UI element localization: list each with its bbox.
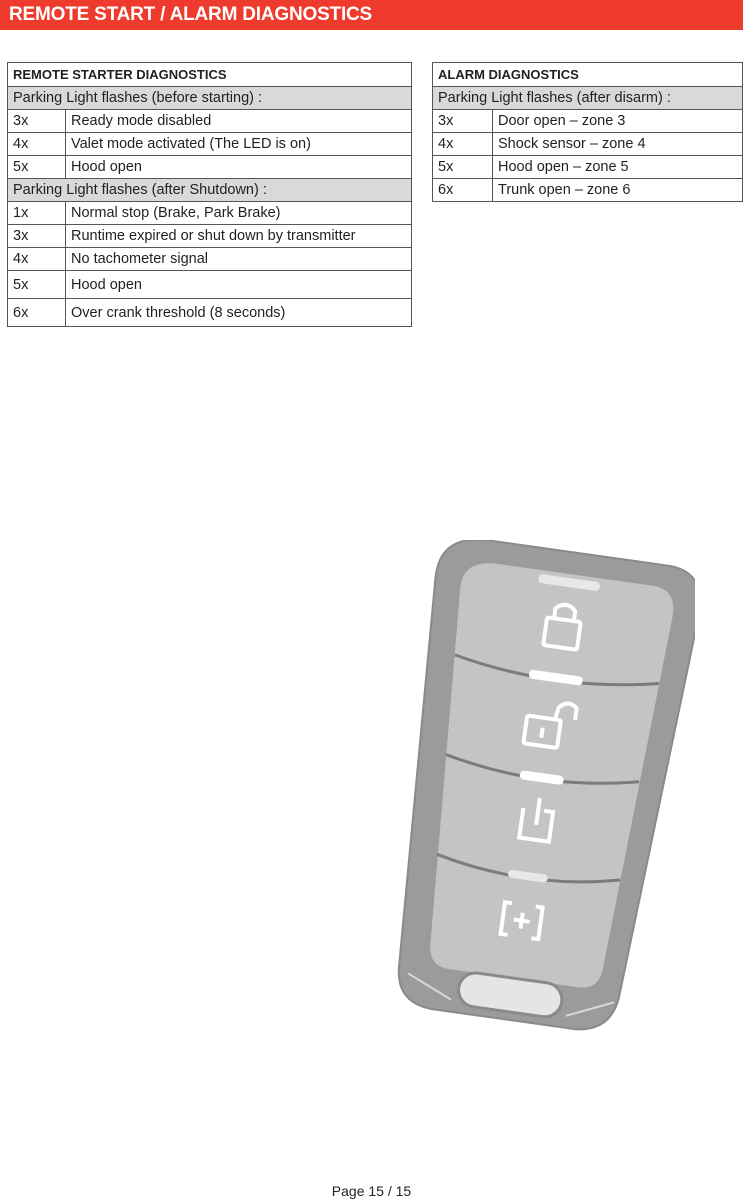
flash-count: 5x: [433, 156, 493, 179]
table-row: [8, 202, 412, 225]
flash-description: Hood open: [66, 271, 412, 299]
table-row: [433, 110, 743, 133]
flash-description: Shock sensor – zone 4: [493, 133, 743, 156]
flash-count: 3x: [8, 225, 66, 248]
section-header: Parking Light flashes (after Shutdown) :: [8, 179, 412, 202]
table-row: [8, 133, 412, 156]
flash-count: 5x: [8, 271, 66, 299]
table-row: [8, 156, 412, 179]
flash-description: Normal stop (Brake, Park Brake): [66, 202, 412, 225]
remote-fob-illustration: [385, 540, 695, 1040]
flash-description: Trunk open – zone 6: [493, 179, 743, 202]
flash-description: Hood open – zone 5: [493, 156, 743, 179]
table-row: [8, 271, 412, 299]
flash-count: 1x: [8, 202, 66, 225]
remote-starter-diagnostics-table: [7, 62, 412, 327]
table-row: [8, 248, 412, 271]
flash-count: 4x: [8, 248, 66, 271]
flash-description: Ready mode disabled: [66, 110, 412, 133]
table-row: [8, 299, 412, 327]
table-row: [8, 225, 412, 248]
flash-description: Runtime expired or shut down by transmitter: [66, 225, 412, 248]
flash-description: No tachometer signal: [66, 248, 412, 271]
table-row: [433, 156, 743, 179]
flash-count: 4x: [433, 133, 493, 156]
table-title: ALARM DIAGNOSTICS: [433, 63, 743, 87]
section-header: Parking Light flashes (after disarm) :: [433, 87, 743, 110]
flash-count: 4x: [8, 133, 66, 156]
page-banner: REMOTE START / ALARM DIAGNOSTICS: [0, 0, 743, 30]
flash-count: 5x: [8, 156, 66, 179]
table-row: [8, 110, 412, 133]
table-row: [433, 133, 743, 156]
section-header: Parking Light flashes (before starting) :: [8, 87, 412, 110]
flash-count: 3x: [8, 110, 66, 133]
flash-description: Door open – zone 3: [493, 110, 743, 133]
flash-count: 6x: [433, 179, 493, 202]
flash-description: Hood open: [66, 156, 412, 179]
flash-description: Valet mode activated (The LED is on): [66, 133, 412, 156]
flash-count: 3x: [433, 110, 493, 133]
flash-count: 6x: [8, 299, 66, 327]
table-row: [433, 179, 743, 202]
page-number: Page 15 / 15: [331, 1183, 412, 1199]
table-title: REMOTE STARTER DIAGNOSTICS: [8, 63, 412, 87]
flash-description: Over crank threshold (8 seconds): [66, 299, 412, 327]
alarm-diagnostics-table: [432, 62, 743, 202]
